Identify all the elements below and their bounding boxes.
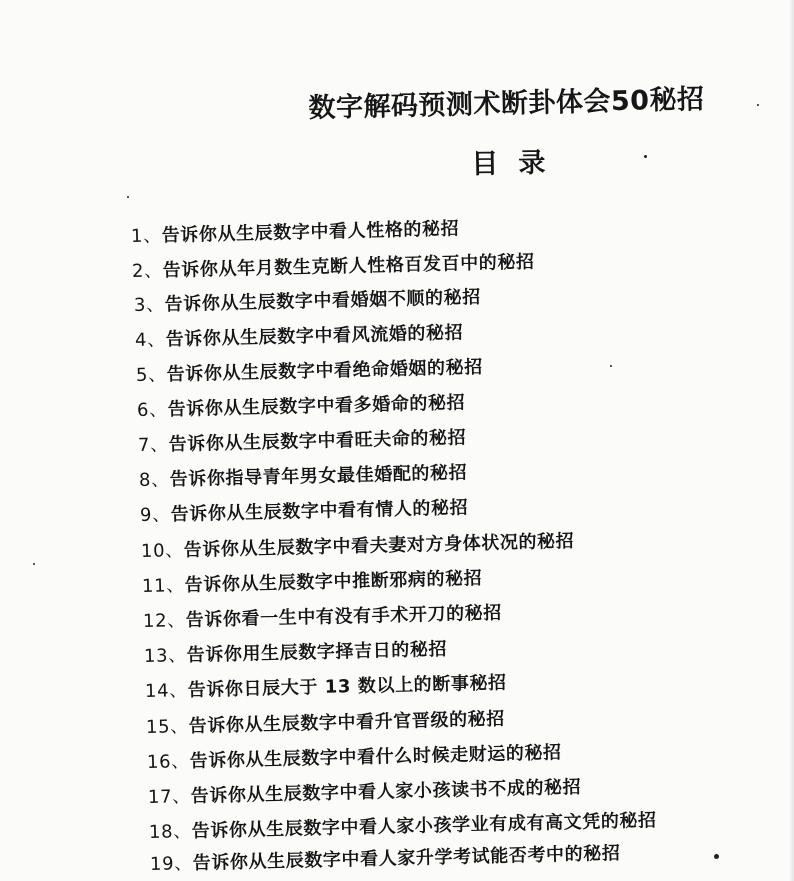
toc-item: [147, 738, 562, 774]
toc-item-text: 告诉你从生辰数字中看什么时候走财运的秘招: [189, 742, 562, 772]
toc-item-text: 告诉你从生辰数字中看人家小孩学业有成有高文凭的秘招: [191, 810, 657, 842]
toc-item-text: 告诉你用生辰数字择吉日的秘招: [186, 638, 448, 666]
toc-item-text: 告诉你从生辰数字中看风流婚的秘招: [165, 322, 464, 351]
toc-item-text: 告诉你从生辰数字中看人家升学考试能否考中的秘招: [192, 842, 621, 874]
toc-item: [142, 564, 483, 598]
toc-item-text: 告诉你从生辰数字中看旺夫命的秘招: [168, 427, 467, 456]
toc-item-text: 告诉你从生辰数字中看有情人的秘招: [170, 497, 469, 526]
toc-item-number: 15、: [145, 715, 189, 738]
toc-item: [150, 839, 621, 876]
toc-item: [132, 248, 535, 283]
toc-item-number: 7、: [137, 434, 169, 456]
toc-item-text: 告诉你从生辰数字中看婚姻不顺的秘招: [164, 286, 482, 316]
scan-speck: [757, 104, 759, 106]
toc-item-text: 告诉你从生辰数字中看多婚命的秘招: [167, 392, 466, 421]
toc-item: [143, 599, 502, 633]
scan-speck: [127, 196, 129, 198]
toc-item: [144, 635, 448, 668]
scan-speck: [33, 563, 35, 565]
toc-item-text: 告诉你从生辰数字中推断邪病的秘招: [184, 567, 483, 596]
toc-item-number: 19、: [149, 852, 193, 875]
document-title: 数字解码预测术断卦体会50秘招: [308, 84, 705, 124]
toc-item-number: 10、: [140, 539, 184, 562]
toc-item-number: 14、: [144, 679, 188, 702]
toc-item-number: 13、: [143, 644, 187, 667]
toc-item-number: 4、: [134, 329, 166, 351]
toc-item: [141, 527, 575, 563]
toc-item-number: 16、: [146, 750, 190, 773]
toc-item-text: 告诉你从生辰数字中看绝命婚姻的秘招: [166, 356, 484, 386]
toc-item: [139, 458, 468, 492]
toc-item-text: 告诉你从生辰数字中看人性格的秘招: [161, 218, 460, 247]
scan-speck: [644, 155, 647, 158]
table-of-contents-heading: 目录: [471, 147, 566, 180]
toc-item: [136, 353, 483, 387]
toc-item-number: 2、: [131, 260, 163, 282]
toc-item: [137, 388, 466, 422]
toc-item-number: 8、: [138, 469, 170, 491]
toc-item-text: 告诉你从年月数生克断人性格百发百中的秘招: [162, 251, 535, 282]
toc-item: [135, 318, 464, 352]
toc-item-text: 告诉你从生辰数字中看人家小孩读书不成的秘招: [190, 776, 582, 807]
toc-item-number: 1、: [130, 225, 162, 247]
toc-item-number: 6、: [136, 399, 168, 421]
toc-item: [138, 423, 467, 457]
toc-item-text: 告诉你从生辰数字中看夫妻对方身体状况的秘招: [183, 530, 575, 561]
toc-item-text: 告诉你日辰大于 13 数以上的断事秘招: [187, 672, 507, 701]
toc-item-number: 12、: [142, 609, 186, 632]
toc-item-text: 告诉你指导青年男女最佳婚配的秘招: [169, 462, 468, 491]
toc-item-number: 9、: [139, 504, 171, 526]
toc-item-number: 3、: [133, 294, 165, 316]
toc-item: [146, 705, 505, 739]
toc-item-number: 17、: [147, 785, 191, 808]
toc-item: [140, 493, 469, 527]
toc-item-number: 5、: [135, 364, 167, 386]
toc-item-text: 告诉你从生辰数字中看升官晋级的秘招: [188, 708, 506, 737]
toc-item: [145, 668, 507, 703]
toc-item-number: 11、: [141, 574, 185, 597]
scan-speck: [714, 854, 719, 859]
toc-item-number: 18、: [148, 820, 192, 843]
toc-item: [149, 806, 657, 844]
scan-speck: [610, 365, 612, 367]
toc-item: [131, 214, 460, 248]
toc-item: [134, 283, 481, 317]
toc-item-text: 告诉你看一生中有没有手术开刀的秘招: [185, 602, 503, 631]
toc-item: [148, 773, 582, 809]
